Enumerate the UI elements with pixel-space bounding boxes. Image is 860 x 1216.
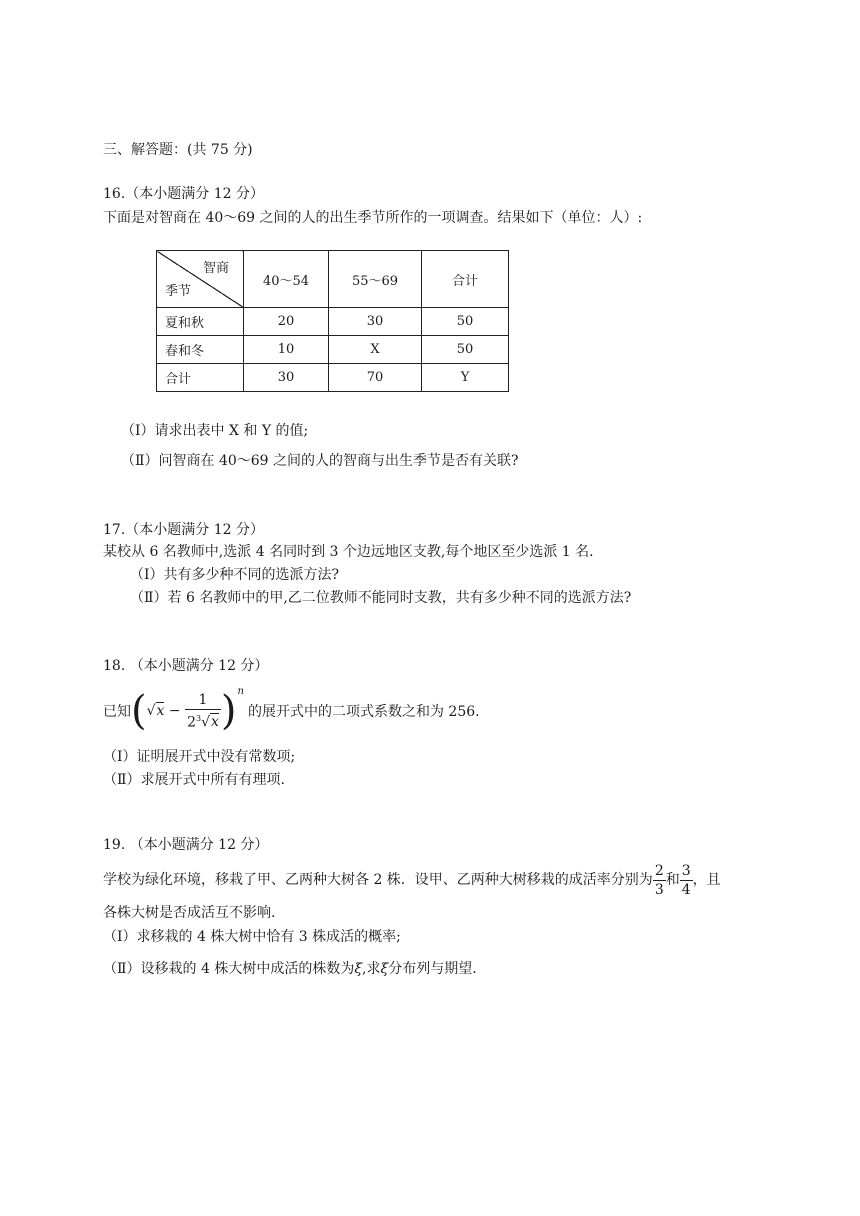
table-row	[157, 364, 509, 392]
sqrt-radicand: x	[156, 703, 165, 719]
q18-suffix: 的展开式中的二项式系数之和为 256.	[247, 704, 480, 720]
table-cell: 70	[329, 364, 422, 392]
fraction-denominator: $2^3√x$	[187, 713, 219, 731]
row-label: 春和冬	[157, 336, 244, 364]
table-cell: 50	[422, 308, 509, 336]
q19-part2	[103, 960, 477, 978]
corner-top-label: 智商	[202, 261, 229, 276]
q19-part2-b: ,求	[362, 961, 381, 977]
xi-symbol: ξ	[380, 961, 389, 977]
q18-part2: （Ⅱ）求展开式中所有有理项.	[103, 772, 285, 788]
table-cell: 10	[244, 336, 329, 364]
fraction-denominator: 3	[654, 881, 664, 898]
q18-fraction	[185, 691, 221, 732]
q19-and: 和	[665, 872, 680, 888]
table-header: 40～54	[244, 251, 329, 308]
q16-part2: （Ⅱ）问智商在 40～69 之间的人的智商与出生季节是否有关联?	[121, 453, 519, 469]
q18-expression	[103, 686, 480, 736]
table-row	[157, 336, 509, 364]
corner-bottom-label: 季节	[165, 284, 192, 299]
q19-text-a: 学校为绿化环境，移栽了甲、乙两种大树各 2 株．设甲、乙两种大树移栽的成活率分别为	[103, 872, 653, 888]
row-label: 夏和秋	[157, 308, 244, 336]
table-header: 合计	[422, 251, 509, 308]
table-cell: 20	[244, 308, 329, 336]
left-paren: (	[131, 688, 147, 734]
q19-part2-c: 分布列与期望.	[388, 961, 477, 977]
cube-root-radicand: x	[211, 714, 219, 731]
root-index: 3	[196, 713, 202, 723]
q18-title: 18. （本小题满分 12 分）	[103, 658, 269, 674]
q18-part1: （Ⅰ）证明展开式中没有常数项;	[103, 749, 296, 765]
fraction-two-thirds	[653, 862, 666, 899]
q18-prefix: 已知	[103, 704, 131, 720]
fraction-numerator: 2	[654, 862, 664, 879]
table-row	[157, 308, 509, 336]
q17-title: 17.（本小题满分 12 分）	[103, 522, 264, 538]
q19-part2-a: （Ⅱ）设移栽的 4 株大树中成活的株数为	[103, 961, 355, 977]
table-cell: X	[329, 336, 422, 364]
section-heading: 三、解答题：(共 75 分)	[103, 142, 253, 158]
table-cell: Y	[422, 364, 509, 392]
row-label: 合计	[157, 364, 244, 392]
q19-line1	[103, 860, 721, 900]
survey-table	[156, 250, 509, 392]
fraction-three-quarters	[680, 862, 693, 899]
table-corner	[157, 251, 244, 308]
fraction-numerator: 1	[185, 691, 221, 710]
q17-part2: （Ⅱ）若 6 名教师中的甲,乙二位教师不能同时支教，共有多少种不同的选派方法?	[130, 590, 632, 606]
exponent-n: n	[237, 685, 244, 697]
sqrt-term: √x	[146, 703, 165, 719]
fraction-numerator: 3	[681, 862, 691, 879]
q19-part1: （Ⅰ）求移栽的 4 株大树中恰有 3 株成活的概率;	[103, 929, 401, 945]
minus-sign: −	[164, 703, 186, 719]
q19-text-c: 各株大树是否成活互不影响.	[103, 905, 276, 921]
table-header: 55～69	[329, 251, 422, 308]
fraction-denominator: 4	[681, 881, 691, 898]
q19-title: 19. （本小题满分 12 分）	[103, 837, 269, 853]
q19-text-b: ，且	[692, 872, 721, 888]
q16-part1: （Ⅰ）请求出表中 X 和 Y 的值;	[121, 423, 309, 439]
q16-title: 16.（本小题满分 12 分）	[103, 186, 264, 202]
table-cell: 50	[422, 336, 509, 364]
table-cell: 30	[329, 308, 422, 336]
table-cell: 30	[244, 364, 329, 392]
q17-part1: （Ⅰ）共有多少种不同的选派方法?	[130, 567, 340, 583]
q17-text: 某校从 6 名教师中,选派 4 名同时到 3 个边远地区支教,每个地区至少选派 1 名.	[103, 544, 594, 560]
xi-symbol: ξ	[354, 961, 363, 977]
right-paren: )	[220, 688, 237, 734]
q16-text: 下面是对智商在 40～69 之间的人的出生季节所作的一项调查。结果如下（单位：人）:	[103, 210, 643, 226]
